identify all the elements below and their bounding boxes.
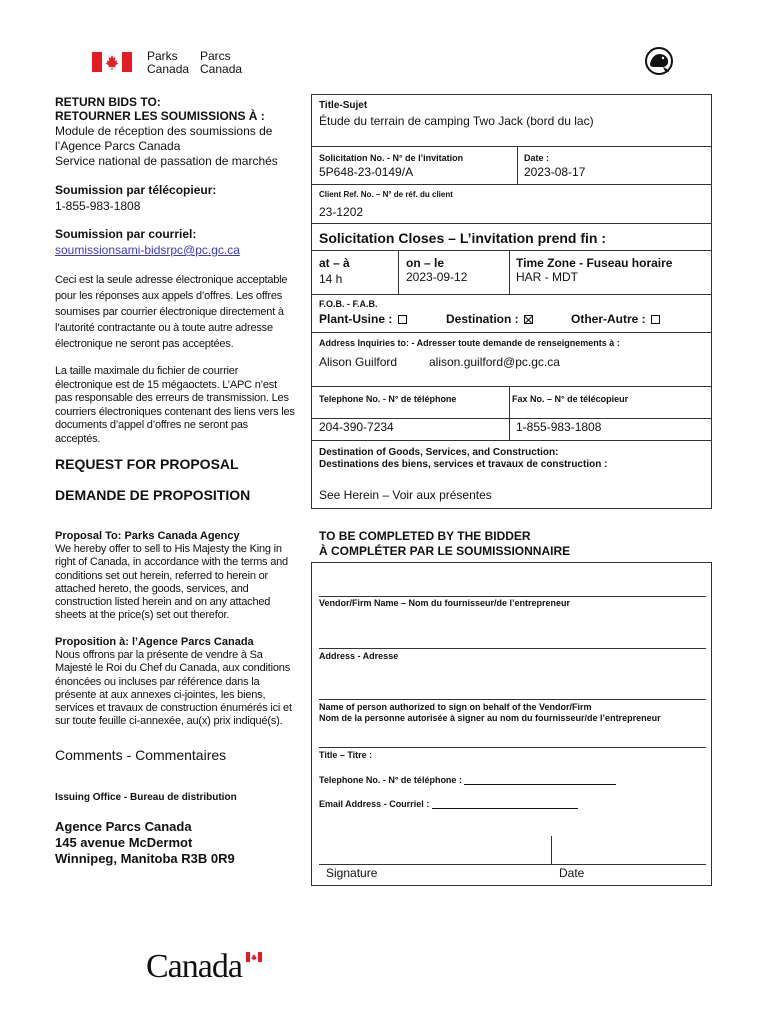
solicitation-number-value: 5P648-23-0149/A	[319, 165, 414, 179]
agency-name-fr: Parcs Canada	[200, 49, 243, 76]
at-label: at – à	[319, 256, 350, 270]
request-title-fr: DEMANDE DE PROPOSITION	[55, 487, 251, 503]
fob-label: F.O.B. - F.A.B.	[319, 299, 378, 309]
inquiries-label: Address Inquiries to: - Adresser toute demande de renseignements à :	[319, 338, 620, 348]
fax-submission-value: 1-855-983-1808	[55, 199, 141, 213]
date-value: 2023-08-17	[524, 165, 586, 179]
bidder-box	[311, 562, 712, 886]
client-ref-value: 23-1202	[319, 205, 364, 219]
on-value: 2023-09-12	[406, 270, 468, 284]
wordmark-flag-icon	[246, 952, 262, 962]
contact-email: alison.guilford@pc.gc.ca	[429, 355, 560, 369]
closes-label: Solicitation Closes – L’invitation prend fin :	[319, 230, 607, 246]
divider	[311, 223, 712, 224]
bidder-title: TO BE COMPLETED BY THE BIDDER À COMPLÉTER PAR LE SOUMISSIONNAIRE	[319, 529, 571, 558]
bidder-phone-input[interactable]	[464, 775, 616, 785]
address-label: Address - Adresse	[319, 651, 399, 661]
vendor-name-label: Vendor/Firm Name – Nom du fournisseur/de l’entrepreneur	[319, 598, 571, 608]
destination-goods-value: See Herein – Voir aux présentes	[319, 488, 492, 502]
signature-date-divider	[551, 836, 552, 864]
email-submission-link[interactable]: soumissionsami-bidsrpc@pc.gc.ca	[55, 243, 240, 257]
divider	[517, 146, 518, 184]
divider	[509, 250, 510, 295]
issuing-office-address: Agence Parcs Canada 145 avenue McDermot Winnipeg, Manitoba R3B 0R9	[55, 819, 235, 866]
divider	[509, 386, 510, 440]
solicitation-number-label: Solicitation No. - N° de l’invitation	[319, 153, 464, 163]
divider	[311, 440, 712, 441]
phone-value: 204-390-7234	[319, 420, 394, 434]
client-ref-label: Client Ref. No. – N° de réf. du client	[319, 190, 453, 199]
email-note: Ceci est la seule adresse électronique acceptable pour les réponses aux appels d’offres. Les offres soumises par courrier électronique directement à l’autorité contractante ou à toute autre adresse électronique ne seront pas acceptées.	[55, 274, 288, 350]
bidder-email-input[interactable]	[432, 799, 578, 809]
beaver-logo-icon	[644, 46, 674, 76]
request-title-en: REQUEST FOR PROPOSAL	[55, 456, 239, 472]
other-label: Other-Autre :	[571, 312, 646, 326]
fob-other	[571, 312, 660, 326]
plant-checkbox[interactable]	[398, 315, 407, 324]
canada-flag-icon	[92, 52, 132, 72]
divider	[311, 184, 712, 185]
title-value: Étude du terrain de camping Two Jack (bord du lac)	[319, 114, 594, 128]
bidder-phone-field	[319, 775, 616, 785]
title-label: Title-Sujet	[319, 100, 368, 111]
authorized-person-label: Name of person authorized to sign on behalf of the Vendor/Firm Nom de la personne autorisée à signer au nom du fournisseur/de l’entrepreneur	[319, 702, 661, 723]
divider	[398, 250, 399, 295]
proposal-fr-text: Nous offrons par la présente de vendre à Sa Majesté le Roi du Chef du Canada, aux conditions énoncées ou incluses par référence dans la présente at aux annexes ci-jointes, les biens, services et travaux de construction énumérés ici et sur toute feuille ci-annexée, au(x) prix indiqué(s).	[55, 649, 292, 728]
divider	[311, 332, 712, 333]
bidder-phone-label: Telephone No. - N° de téléphone :	[319, 775, 462, 785]
other-checkbox[interactable]	[651, 315, 660, 324]
divider	[311, 146, 712, 147]
at-value: 14 h	[319, 272, 343, 286]
proposal-en-title: Proposal To: Parks Canada Agency	[55, 530, 240, 542]
return-bids-title: RETURN BIDS TO: RETOURNER LES SOUMISSIONS À :	[55, 95, 265, 123]
vendor-name-line[interactable]	[319, 596, 706, 597]
bidder-title-label: Title – Titre :	[319, 750, 373, 760]
timezone-label: Time Zone - Fuseau horaire	[516, 256, 673, 270]
return-address: Module de réception des soumissions de l’Agence Parcs Canada Service national de passation de marchés	[55, 124, 278, 168]
plant-label: Plant-Usine :	[319, 312, 393, 326]
file-size-note: La taille maximale du fichier de courrier électronique est de 15 mégaoctets. L’APC n’est pas responsable des erreurs de transmission. Les courriers électroniques contenant des liens vers les documents d’appel d’offres ne seront pas acceptés.	[55, 365, 295, 445]
email-submission-label: Soumission par courriel:	[55, 227, 197, 241]
authorized-person-line[interactable]	[319, 699, 706, 700]
destination-checkbox[interactable]	[524, 315, 533, 324]
signature-label: Signature	[326, 866, 378, 880]
fax-submission-label: Soumission par télécopieur:	[55, 183, 217, 197]
comments-label: Comments - Commentaires	[55, 747, 227, 763]
fob-plant	[319, 312, 407, 326]
phone-label: Telephone No. - N° de téléphone	[319, 394, 457, 404]
bidder-email-field	[319, 799, 578, 809]
proposal-en-text: We hereby offer to sell to His Majesty the King in right of Canada, in accordance with the terms and conditions set out herein, referred to herein or attached hereto, the goods, services, and construction listed herein and on any attached sheets at the price(s) set out therefor.	[55, 543, 288, 622]
on-label: on – le	[406, 256, 445, 270]
date-label: Date :	[524, 153, 550, 163]
destination-label: Destination :	[446, 312, 519, 326]
fob-destination	[446, 312, 533, 326]
issuing-office-label: Issuing Office - Bureau de distribution	[55, 792, 237, 803]
canada-wordmark: Canada	[146, 948, 242, 985]
date-signed-label: Date	[559, 866, 585, 880]
proposal-fr-title: Proposition à: l’Agence Parcs Canada	[55, 636, 254, 648]
agency-name-en: Parks Canada	[147, 49, 190, 76]
divider	[311, 418, 712, 419]
signature-line[interactable]	[319, 864, 706, 865]
destination-goods-label: Destination of Goods, Services, and Construction: Destinations des biens, services et travaux de construction :	[319, 447, 608, 470]
fax-label: Fax No. – N° de télécopieur	[512, 394, 629, 404]
divider	[311, 386, 712, 387]
bidder-email-label: Email Address - Courriel :	[319, 799, 430, 809]
title-line[interactable]	[319, 747, 706, 748]
contact-name: Alison Guilford	[319, 355, 398, 369]
address-line[interactable]	[319, 648, 706, 649]
fax-value: 1-855-983-1808	[516, 420, 602, 434]
timezone-value: HAR - MDT	[516, 270, 578, 284]
